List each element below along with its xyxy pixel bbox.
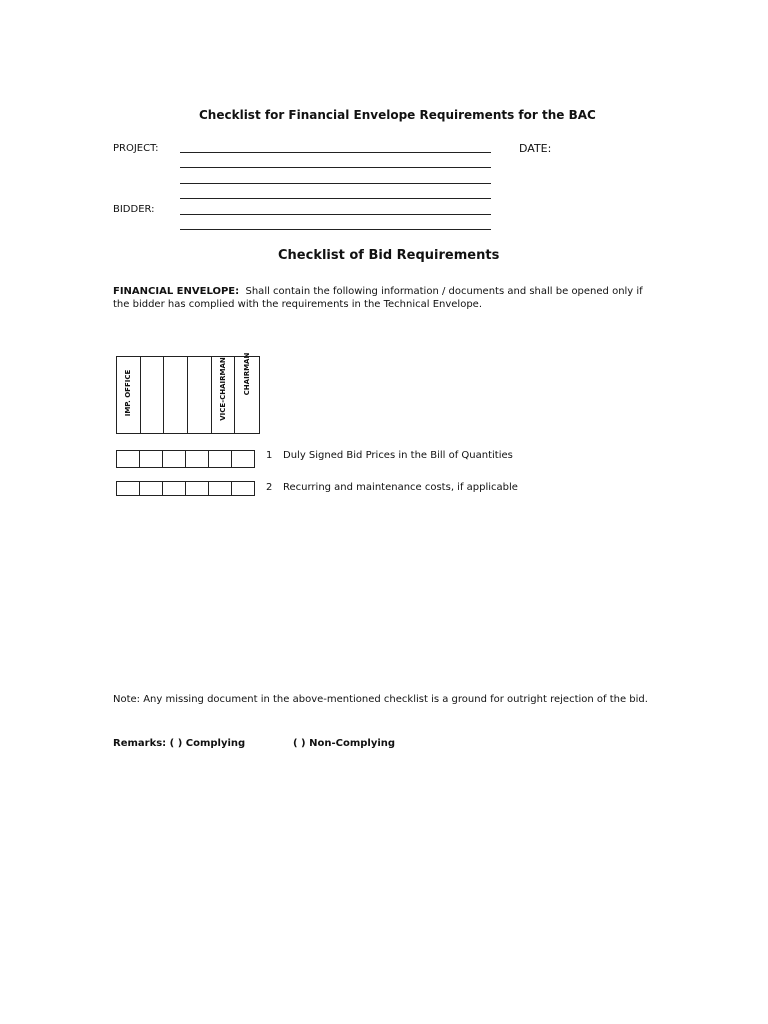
project-line-2 [180, 167, 491, 168]
project-line-3 [180, 183, 491, 184]
column-blank-2 [164, 357, 188, 433]
column-blank-1 [141, 357, 165, 433]
date-label: DATE: [519, 142, 552, 155]
signatory-header [116, 352, 260, 434]
checkbox-vice-chairman-2[interactable] [208, 481, 232, 496]
checklist-row-2 [116, 481, 255, 496]
bidder-line-1 [180, 214, 491, 215]
column-chairman [235, 352, 259, 433]
column-label-chairman: CHAIRMAN [243, 352, 252, 396]
project-line-1 [180, 152, 491, 153]
document-title: Checklist for Financial Envelope Requirements for the BAC [199, 108, 596, 122]
checkbox-chairman-2[interactable] [231, 481, 255, 496]
column-imp-office [117, 357, 141, 433]
checklist-row-1 [116, 450, 255, 468]
checkbox-blank2-1[interactable] [162, 450, 186, 468]
project-line-4 [180, 198, 491, 199]
rejection-note: Note: Any missing document in the above-mentioned checklist is a ground for outright rejection of the bid. [113, 694, 648, 705]
remarks-non-complying: ( ) Non-Complying [293, 738, 396, 749]
checkbox-imp-office-1[interactable] [116, 450, 140, 468]
column-vice-chairman [212, 357, 236, 433]
envelope-paragraph [113, 285, 643, 311]
bidder-line-2 [180, 229, 491, 230]
item-text-2: Recurring and maintenance costs, if applicable [283, 482, 518, 493]
checkbox-imp-office-2[interactable] [116, 481, 140, 496]
checkbox-blank1-2[interactable] [139, 481, 163, 496]
column-label-vice-chairman: VICE-CHAIRMAN [219, 357, 228, 421]
checkbox-blank2-2[interactable] [162, 481, 186, 496]
item-text-1: Duly Signed Bid Prices in the Bill of Quantities [283, 450, 513, 461]
column-label-imp-office: IMP. OFFICE [124, 369, 133, 417]
checkbox-blank3-1[interactable] [185, 450, 209, 468]
remarks-complying: Remarks: ( ) Complying [113, 738, 246, 749]
envelope-text-1: Shall contain the following information / documents and shall be opened only if [245, 286, 643, 297]
envelope-heading: FINANCIAL ENVELOPE: [113, 286, 240, 297]
bidder-label: BIDDER: [113, 204, 155, 215]
checklist-subtitle: Checklist of Bid Requirements [278, 248, 500, 263]
item-number-1: 1 [266, 450, 273, 461]
checkbox-chairman-1[interactable] [231, 450, 255, 468]
checkbox-blank3-2[interactable] [185, 481, 209, 496]
project-label: PROJECT: [113, 143, 159, 154]
checkbox-vice-chairman-1[interactable] [208, 450, 232, 468]
checkbox-blank1-1[interactable] [139, 450, 163, 468]
envelope-text-2: the bidder has complied with the requirements in the Technical Envelope. [113, 299, 483, 310]
column-blank-3 [188, 357, 212, 433]
item-number-2: 2 [266, 482, 273, 493]
